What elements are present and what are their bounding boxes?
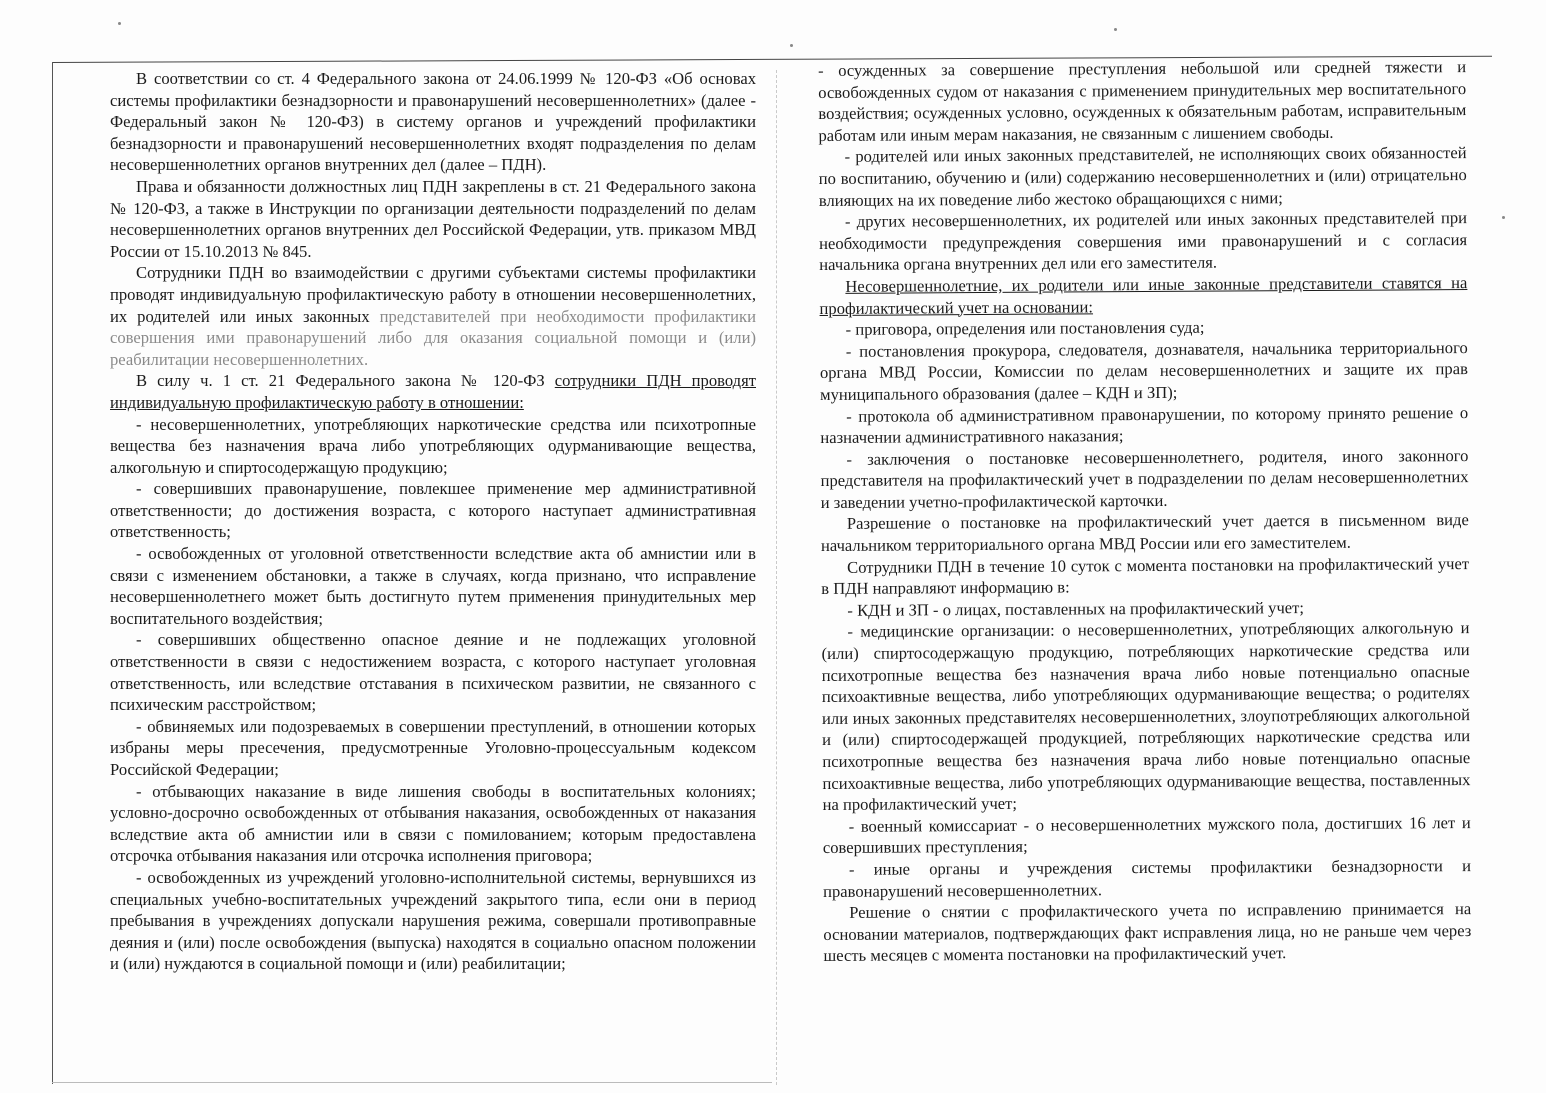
paragraph-permission: Разрешение о постановке на профилактический учет дается в письменном виде начальником территориального органа МВД России или его заместителем.: [820, 510, 1469, 556]
list-item: - иные органы и учреждения системы профилактики безнадзорности и правонарушений несовершеннолетних.: [823, 855, 1471, 901]
list-item: - обвиняемых или подозреваемых в совершении преступлений, в отношении которых избраны меры пресечения, предусмотренные Уголовно-процессуальным кодексом Российской Федерации;: [110, 716, 756, 779]
work-intro-underlined: сотрудники ПДН проводят индивидуальную профилактическую работу в отношении:: [110, 371, 756, 412]
frame-left-border: [52, 62, 53, 1084]
list-item: - приговора, определения или постановления суда;: [845, 317, 1205, 339]
list-item: - постановления прокурора, следователя, дознавателя, начальника территориального органа МВД России, Комиссии по делам несовершеннолетних и защите их прав муниципального образования (далее – КДН и ЗП);: [819, 337, 1468, 404]
scan-speck: [118, 22, 121, 25]
basis-heading: [819, 272, 1467, 319]
list-item: - несовершеннолетних, употребляющих наркотические средства или психотропные вещества без назначения врача либо употребляющих одурманивающие вещества, алкогольную и спиртосодержащую продукцию;: [110, 414, 756, 477]
paragraph-removal: Решение о снятии с профилактического учета по исправлению принимается на основании материалов, подтверждающих факт исправления лица, но не раньше чем через шесть месяцев с момента постановки на профилактический учет.: [823, 899, 1472, 966]
paragraph-cooperation: [110, 262, 756, 370]
scan-speck: [1114, 28, 1117, 31]
left-column: [110, 68, 756, 975]
scan-speck: [1502, 216, 1505, 219]
paragraph-work-intro: [110, 370, 756, 413]
list-item: - освобожденных из учреждений уголовно-исполнительной системы, вернувшихся из специальных учебно-воспитательных учреждений закрытого типа, если они в период пребывания в учреждениях допускали нарушения режима, совершали противоправные деяния и (или) после освобождения (выпуска) находятся в социально опасном положении и (или) нуждаются в социальной помощи и (или) реабилитации;: [110, 867, 756, 974]
list-item: - других несовершеннолетних, их родителей или иных законных представителей при необходимости предупреждения совершения ими правонарушений и с согласия начальника органа внутренних дел или его заместителя.: [819, 208, 1468, 275]
paragraph-cooperation-faded-text: представителей при необходимости профилактики совершения ими правонарушений либо для оказания социальной помощи и (или) реабилитации несовершеннолетних.: [110, 306, 756, 369]
paragraph-rights: Права и обязанности должностных лиц ПДН закреплены в ст. 21 Федерального закона № 120-ФЗ, а также в Инструкции по организации деятельности подразделений по делам несовершеннолетних органов внутренних дел Российской Федерации, утв. приказом МВД России от 15.10.2013 № 845.: [110, 176, 756, 261]
work-intro-text: В силу ч. 1 ст. 21 Федерального закона № 120-ФЗ: [136, 371, 555, 391]
bottom-rule: [52, 1082, 772, 1083]
list-item: - медицинские организации: о несовершеннолетних, употребляющих алкогольную и (или) спиртосодержащую продукцию, потребляющих наркотические средства или психотропные вещества без назначения врача либо новые потенциально опасные психоактивные вещества, либо употребляющих одурманивающие вещества; о родителях или иных законных представителях несовершеннолетних, злоупотребляющих алкогольной и (или) спиртосодержащей продукцией, потребляющих наркотические средства или психотропные вещества без назначения врача либо новые потенциально опасные психоактивные вещества, либо употребляющих одурманивающие вещества, поставленных на профилактический учет;: [821, 618, 1471, 815]
list-item: - военный комиссариат - о несовершеннолетних мужского пола, достигших 16 лет и совершивших преступления;: [822, 812, 1471, 858]
list-item: - совершивших общественно опасное деяние и не подлежащих уголовной ответственности в связи с недостижением возраста, с которого наступает уголовная ответственность, или вследствие отставания в психическом развитии, не связанного с психическим расстройством;: [110, 630, 756, 715]
list-item: - родителей или иных законных представителей, не исполняющих своих обязанностей по воспитанию, обучению и (или) содержанию несовершеннолетних и (или) отрицательно влияющих на их поведение либо жестоко обращающихся с ними;: [818, 143, 1467, 210]
list-item: - освобожденных от уголовной ответственности вследствие акта об амнистии или в связи с изменением обстановки, а также в случаях, когда признано, что исправление несовершеннолетнего может быть достигнуто путем применения принудительных мер воспитательного воздействия;: [110, 544, 756, 628]
paragraph-intro: В соответствии со ст. 4 Федерального закона от 24.06.1999 № 120-ФЗ «Об основах системы профилактики безнадзорности и правонарушений несовершеннолетних» (далее - Федеральный закон № 120-ФЗ) в систему органов и учреждений профилактики безнадзорности и правонарушений несовершеннолетних входят подразделения по делам несовершеннолетних органов внутренних дел (далее – ПДН).: [110, 69, 756, 175]
list-item: - заключения о постановке несовершеннолетнего, родителя, иного законного представителя на профилактический учет в подразделении по делам несовершеннолетних и заведении учетно-профилактической карточки.: [820, 445, 1469, 512]
list-item: - протокола об административном правонарушении, по которому принято решение о назначении административного наказания;: [820, 402, 1469, 448]
center-fold-line: [776, 70, 777, 1085]
right-column: [818, 56, 1472, 967]
paragraph-information: Сотрудники ПДН в течение 10 суток с момента постановки на профилактический учет в ПДН направляют информацию в:: [821, 553, 1470, 599]
paragraph-cooperation-text: Сотрудники ПДН во взаимодействии с другими субъектами системы профилактики проводят индивидуальную профилактическую работу в отношении несовершеннолетних, их родителей или иных законных: [110, 263, 756, 326]
list-item: - совершивших правонарушение, повлекшее применение мер административной ответственности; до достижения возраста, с которого наступает административная ответственность;: [110, 479, 756, 542]
list-item: - КДН и ЗП - о лицах, поставленных на профилактический учет;: [847, 597, 1305, 620]
list-item: - осужденных за совершение преступления небольшой или средней тяжести и освобожденных судом от наказания с применением принудительных мер воспитательного воздействия; осужденных условно, осужденных к обязательным работам, исправительным работам или иным мерам наказания, не связанным с лишением свободы.: [818, 57, 1467, 145]
basis-heading-text: Несовершеннолетние, их родители или иные законные представители ставятся на профилактический учет на основании:: [819, 272, 1468, 318]
list-item: - отбывающих наказание в виде лишения свободы в воспитательных колониях; условно-досрочно освобожденных от отбывания наказания, освобожденных от наказания вследствие акта об амнистии или в связи с помилованием; которым предоставлена отсрочка отбывания наказания или отсрочка исполнения приговора;: [110, 781, 756, 866]
scan-speck: [790, 44, 793, 47]
